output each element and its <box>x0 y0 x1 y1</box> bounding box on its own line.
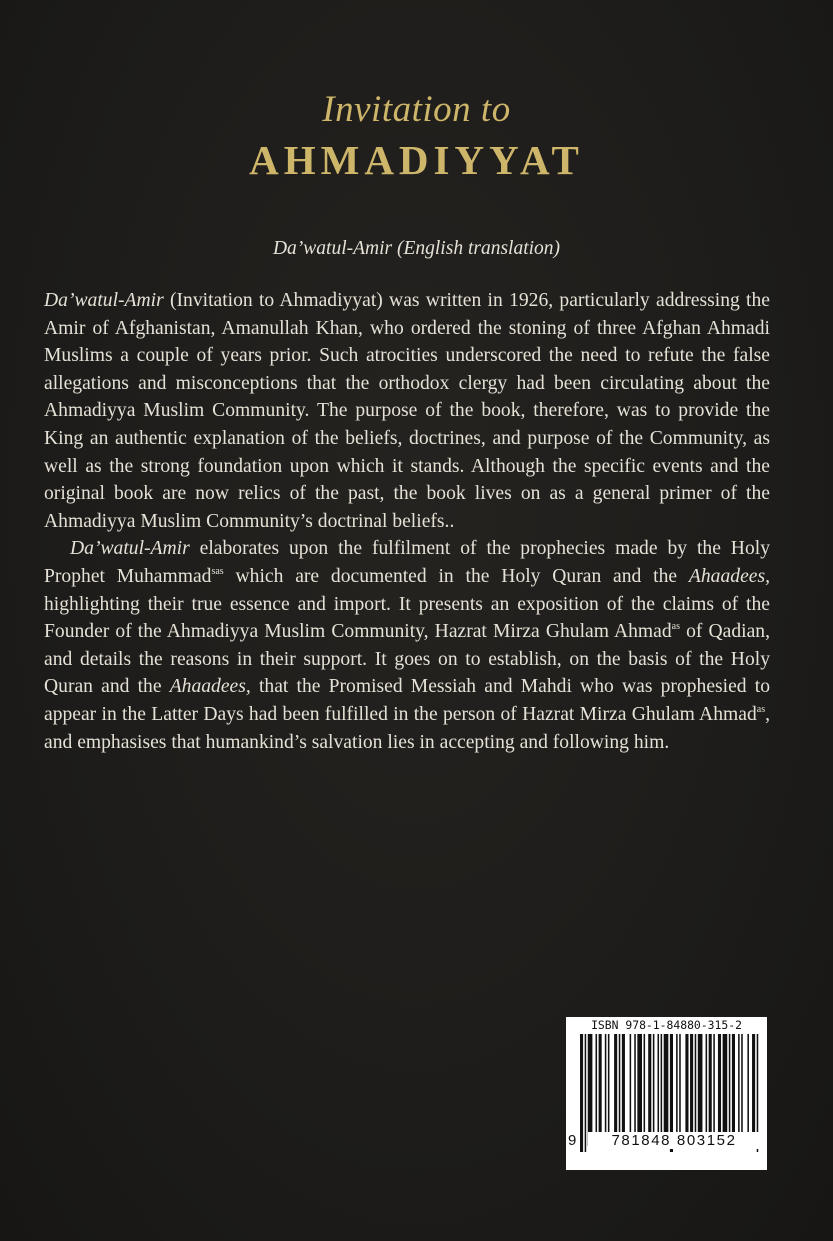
barcode-bar <box>709 1034 712 1146</box>
barcode-bar <box>588 1034 593 1146</box>
book-title-italic: Da’watul-Amir <box>70 538 190 560</box>
barcode-bar <box>599 1034 602 1146</box>
paragraph-text: elaborates upon the fulfilment of the prophecies made by the Holy Prophet Muhammad <box>44 538 770 587</box>
paragraph-text: of Qadian, and details the reasons in their support. It goes on to establish, on the basis of the Holy Quran and the <box>44 621 770 698</box>
isbn-barcode <box>566 1017 767 1170</box>
subtitle: Da’watul-Amir (English translation) <box>272 238 561 259</box>
barcode-bar <box>634 1034 636 1146</box>
ean-first-digit: 9 <box>568 1132 577 1149</box>
barcode-bar <box>732 1034 735 1146</box>
paragraph-text: , and emphasises that humankind’s salvation lies in accepting and following him. <box>44 703 770 753</box>
barcode-bar <box>614 1034 617 1146</box>
barcode-bar <box>723 1034 728 1146</box>
barcode-bar <box>622 1034 625 1146</box>
barcode-bar <box>644 1034 646 1146</box>
title-line-2: AHMADIYYAT <box>249 137 584 183</box>
term-italic: Ahaadees, <box>169 676 251 698</box>
barcode-bar <box>664 1034 669 1146</box>
paragraph-text: that the Promised Messiah and Mahdi who was prophesied to appear in the Latter Days had been fulfilled in the person of Hazrat Mirza Ghulam Ahmad <box>44 676 770 725</box>
barcode-bar <box>695 1034 697 1146</box>
barcode-bar <box>608 1034 610 1146</box>
barcode-bar <box>729 1034 731 1146</box>
honorific-superscript: as <box>671 621 680 633</box>
barcode-bar <box>718 1034 721 1146</box>
barcode-bar <box>713 1034 715 1146</box>
barcode-bar <box>679 1034 681 1146</box>
ean-digits: 781848 803152 <box>588 1132 760 1149</box>
book-title-italic: Da’watul-Amir <box>44 290 164 311</box>
barcode-bar <box>661 1034 663 1146</box>
barcode-bar <box>685 1034 688 1146</box>
honorific-superscript: sas <box>211 565 224 577</box>
paragraph-text: which are documented in the Holy Quran and the <box>223 565 689 587</box>
barcode-bar <box>676 1034 678 1146</box>
barcode-bar <box>653 1034 655 1146</box>
barcode-bar <box>605 1034 607 1146</box>
barcode-bar <box>637 1034 642 1146</box>
blurb-paragraph-2 <box>44 535 770 756</box>
term-italic: Ahaadees, <box>688 565 770 587</box>
barcode-bar <box>698 1034 703 1146</box>
paragraph-text: (Invitation to Ahmadiyyat) was written in 1926, particularly addressing the Amir of Afghanistan, Amanullah Khan, who ordered the stoning of three Afghan Ahmadi Muslims a couple of years prior. Such atrocities underscored the need to refute the false allegations and misconceptions that the orthodox clergy had been circulating about the Ahmadiyya Muslim Community. The purpose of the book, therefore, was to provide the King an authentic explanation of the beliefs, doctrines, and purpose of the Community, as well as the strong foundation upon which it stands. Although the specific events and the original book are now relics of the past, the book lives on as a general primer of the Ahmadiyya Muslim Community’s doctrinal beliefs.. <box>44 290 770 532</box>
barcode-bar <box>741 1034 743 1146</box>
barcode-bar <box>752 1034 755 1146</box>
title-line-1: Invitation to <box>322 89 511 130</box>
barcode-bar <box>706 1034 708 1146</box>
barcode-bar <box>690 1034 693 1146</box>
barcode-bar <box>648 1034 651 1146</box>
barcode-bar <box>630 1034 632 1146</box>
barcode-bar <box>747 1034 749 1146</box>
isbn-label: ISBN 978-1-84880-315-2 <box>591 1018 742 1032</box>
barcode-bar <box>738 1034 740 1146</box>
barcode-bar <box>580 1034 583 1152</box>
paragraph-text: highlighting their true essence and import. It presents an exposition of the claims of the Founder of the Ahmadiyya Muslim Community, Hazrat Mirza Ghulam Ahmad <box>44 593 770 643</box>
blurb <box>44 287 770 756</box>
honorific-superscript: as <box>756 703 766 715</box>
barcode-bar <box>619 1034 621 1146</box>
barcode-bar <box>585 1034 587 1152</box>
barcode-bar <box>658 1034 660 1146</box>
barcode-bar <box>596 1034 598 1146</box>
blurb-paragraph-1 <box>44 287 770 535</box>
